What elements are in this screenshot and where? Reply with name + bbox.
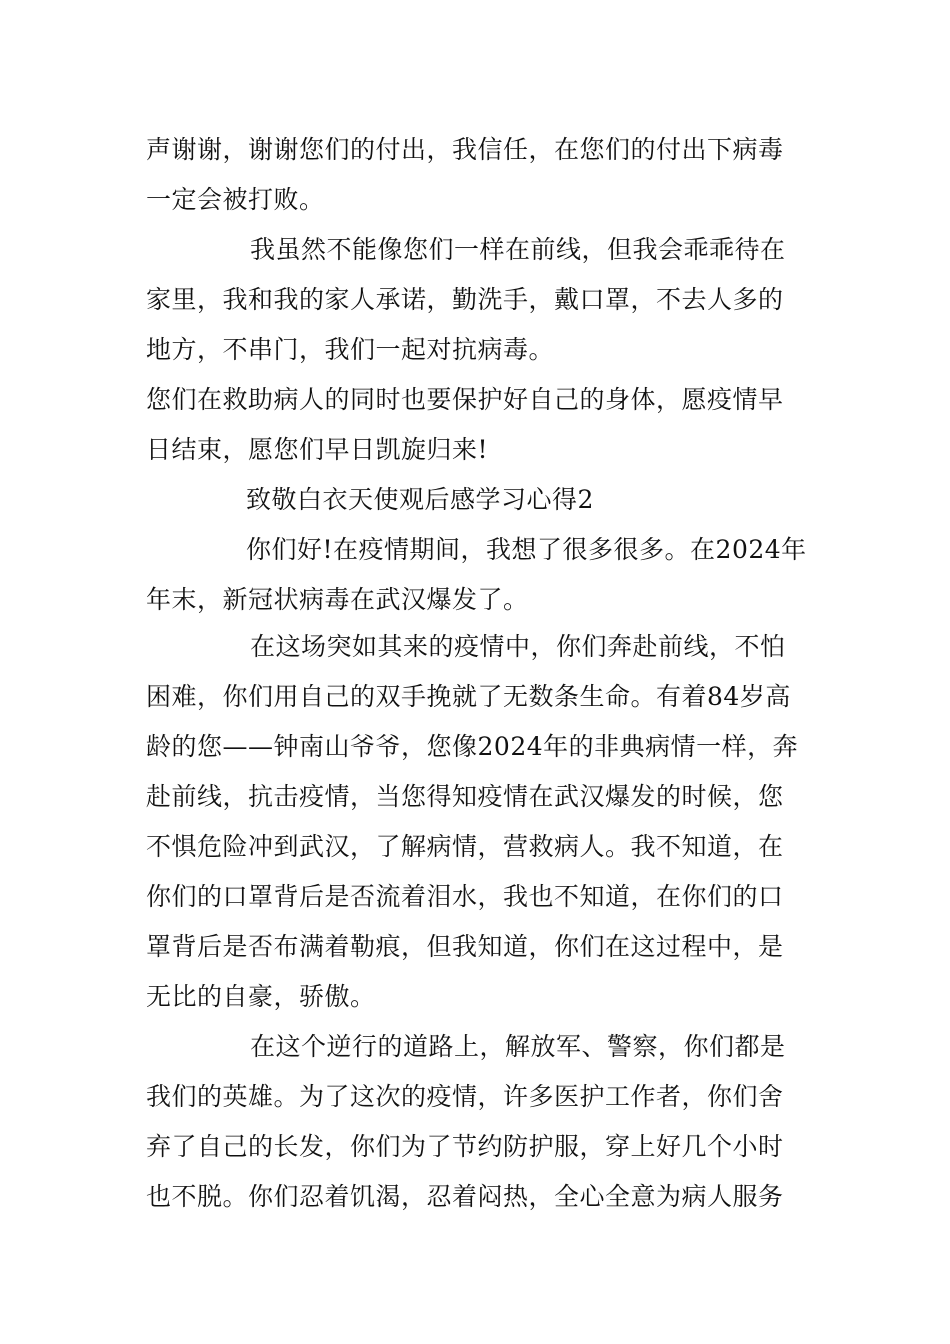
paragraph-line: 弃了自己的长发，你们为了节约防护服，穿上好几个小时 (146, 1132, 784, 1161)
paragraph-line: 一定会被打败。 (146, 185, 325, 214)
paragraph-line: 不惧危险冲到武汉，了解病情，营救病人。我不知道，在 (146, 832, 784, 861)
paragraph-line: 也不脱。你们忍着饥渴，忍着闷热，全心全意为病人服务 (146, 1182, 784, 1211)
paragraph-line: 地方，不串门，我们一起对抗病毒。 (146, 335, 555, 364)
paragraph-line: 我虽然不能像您们一样在前线，但我会乖乖待在 (250, 235, 786, 264)
paragraph-line: 在这场突如其来的疫情中，你们奔赴前线，不怕 (250, 632, 786, 661)
paragraph-line: 我们的英雄。为了这次的疫情，许多医护工作者，你们舍 (146, 1082, 784, 1111)
paragraph-line: 您们在救助病人的同时也要保护好自己的身体，愿疫情早 (146, 385, 784, 414)
paragraph-line: 在这个逆行的道路上，解放军、警察，你们都是 (250, 1032, 786, 1061)
paragraph-line: 声谢谢，谢谢您们的付出，我信任，在您们的付出下病毒 (146, 135, 784, 164)
paragraph-line: 日结束，愿您们早日凯旋归来! (146, 435, 489, 464)
paragraph-line: 家里，我和我的家人承诺，勤洗手，戴口罩，不去人多的 (146, 285, 784, 314)
paragraph-line: 你们的口罩背后是否流着泪水，我也不知道，在你们的口 (146, 882, 784, 911)
paragraph-line: 无比的自豪，骄傲。 (146, 982, 376, 1011)
paragraph-line: 你们好!在疫情期间，我想了很多很多。在2024年 (246, 535, 807, 564)
paragraph-line: 赴前线，抗击疫情，当您得知疫情在武汉爆发的时候，您 (146, 782, 784, 811)
section-title: 致敬白衣天使观后感学习心得2 (246, 485, 594, 514)
paragraph-line: 困难，你们用自己的双手挽就了无数条生命。有着84岁高 (146, 682, 791, 711)
paragraph-line: 罩背后是否布满着勒痕，但我知道，你们在这过程中，是 (146, 932, 784, 961)
paragraph-line: 年末，新冠状病毒在武汉爆发了。 (146, 585, 529, 614)
paragraph-line: 龄的您——钟南山爷爷，您像2024年的非典病情一样，奔 (146, 732, 799, 761)
